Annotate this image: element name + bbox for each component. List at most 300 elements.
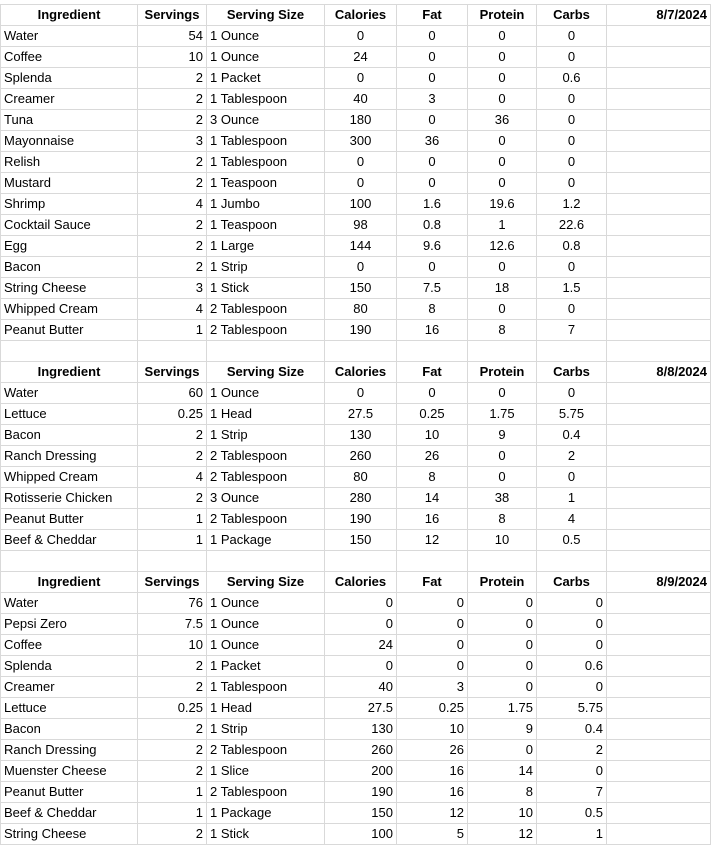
servings-cell[interactable]: 1 — [138, 530, 207, 551]
ingredient-cell[interactable]: Rotisserie Chicken — [1, 488, 138, 509]
servings-cell[interactable]: 4 — [138, 194, 207, 215]
ingredient-cell[interactable]: Pepsi Zero — [1, 614, 138, 635]
serving-size-cell[interactable]: 1 Ounce — [207, 593, 325, 614]
servings-cell[interactable]: 2 — [138, 425, 207, 446]
column-header[interactable]: Carbs — [537, 5, 607, 26]
carbs-cell[interactable]: 0 — [537, 257, 607, 278]
fat-cell[interactable]: 14 — [397, 488, 468, 509]
carbs-cell[interactable]: 0 — [537, 47, 607, 68]
empty-cell[interactable] — [607, 320, 711, 341]
carbs-cell[interactable]: 0 — [537, 614, 607, 635]
serving-size-cell[interactable]: 1 Strip — [207, 719, 325, 740]
empty-cell[interactable] — [607, 110, 711, 131]
carbs-cell[interactable]: 0.5 — [537, 803, 607, 824]
servings-cell[interactable]: 2 — [138, 677, 207, 698]
protein-cell[interactable]: 38 — [468, 488, 537, 509]
calories-cell[interactable]: 80 — [325, 467, 397, 488]
serving-size-cell[interactable]: 1 Strip — [207, 257, 325, 278]
empty-cell[interactable] — [207, 341, 325, 362]
servings-cell[interactable]: 0.25 — [138, 698, 207, 719]
ingredient-cell[interactable]: Whipped Cream — [1, 299, 138, 320]
carbs-cell[interactable]: 0 — [537, 26, 607, 47]
carbs-cell[interactable]: 0 — [537, 299, 607, 320]
calories-cell[interactable]: 0 — [325, 257, 397, 278]
serving-size-cell[interactable]: 3 Ounce — [207, 110, 325, 131]
protein-cell[interactable]: 0 — [468, 467, 537, 488]
servings-cell[interactable]: 2 — [138, 215, 207, 236]
serving-size-cell[interactable]: 2 Tablespoon — [207, 467, 325, 488]
calories-cell[interactable]: 0 — [325, 173, 397, 194]
carbs-cell[interactable]: 0 — [537, 131, 607, 152]
protein-cell[interactable]: 0 — [468, 740, 537, 761]
serving-size-cell[interactable]: 2 Tablespoon — [207, 320, 325, 341]
fat-cell[interactable]: 26 — [397, 446, 468, 467]
carbs-cell[interactable]: 1.2 — [537, 194, 607, 215]
protein-cell[interactable]: 0 — [468, 89, 537, 110]
serving-size-cell[interactable]: 1 Tablespoon — [207, 677, 325, 698]
empty-cell[interactable] — [607, 824, 711, 845]
serving-size-cell[interactable]: 1 Tablespoon — [207, 89, 325, 110]
protein-cell[interactable]: 8 — [468, 782, 537, 803]
fat-cell[interactable]: 0 — [397, 614, 468, 635]
fat-cell[interactable]: 0 — [397, 593, 468, 614]
empty-cell[interactable] — [607, 26, 711, 47]
protein-cell[interactable]: 18 — [468, 278, 537, 299]
empty-cell[interactable] — [607, 614, 711, 635]
ingredient-cell[interactable]: Splenda — [1, 656, 138, 677]
empty-cell[interactable] — [607, 383, 711, 404]
calories-cell[interactable]: 144 — [325, 236, 397, 257]
protein-cell[interactable]: 1 — [468, 215, 537, 236]
ingredient-cell[interactable]: Shrimp — [1, 194, 138, 215]
ingredient-cell[interactable]: Splenda — [1, 68, 138, 89]
protein-cell[interactable]: 9 — [468, 425, 537, 446]
carbs-cell[interactable]: 22.6 — [537, 215, 607, 236]
serving-size-cell[interactable]: 2 Tablespoon — [207, 740, 325, 761]
calories-cell[interactable]: 260 — [325, 446, 397, 467]
ingredient-cell[interactable]: Coffee — [1, 47, 138, 68]
fat-cell[interactable]: 3 — [397, 89, 468, 110]
carbs-cell[interactable]: 0.6 — [537, 68, 607, 89]
calories-cell[interactable]: 190 — [325, 320, 397, 341]
carbs-cell[interactable]: 0 — [537, 110, 607, 131]
fat-cell[interactable]: 0 — [397, 152, 468, 173]
calories-cell[interactable]: 200 — [325, 761, 397, 782]
column-header[interactable]: Ingredient — [1, 572, 138, 593]
servings-cell[interactable]: 2 — [138, 68, 207, 89]
calories-cell[interactable]: 27.5 — [325, 698, 397, 719]
serving-size-cell[interactable]: 1 Package — [207, 530, 325, 551]
empty-cell[interactable] — [397, 551, 468, 572]
protein-cell[interactable]: 10 — [468, 803, 537, 824]
servings-cell[interactable]: 2 — [138, 824, 207, 845]
column-header[interactable]: Serving Size — [207, 362, 325, 383]
ingredient-cell[interactable]: Lettuce — [1, 698, 138, 719]
serving-size-cell[interactable]: 1 Tablespoon — [207, 152, 325, 173]
serving-size-cell[interactable]: 1 Strip — [207, 425, 325, 446]
empty-cell[interactable] — [1, 551, 138, 572]
ingredient-cell[interactable]: Peanut Butter — [1, 320, 138, 341]
calories-cell[interactable]: 150 — [325, 530, 397, 551]
serving-size-cell[interactable]: 1 Teaspoon — [207, 173, 325, 194]
protein-cell[interactable]: 36 — [468, 110, 537, 131]
empty-cell[interactable] — [607, 488, 711, 509]
serving-size-cell[interactable]: 2 Tablespoon — [207, 446, 325, 467]
fat-cell[interactable]: 16 — [397, 509, 468, 530]
servings-cell[interactable]: 2 — [138, 173, 207, 194]
calories-cell[interactable]: 130 — [325, 719, 397, 740]
empty-cell[interactable] — [607, 257, 711, 278]
fat-cell[interactable]: 3 — [397, 677, 468, 698]
calories-cell[interactable]: 0 — [325, 656, 397, 677]
calories-cell[interactable]: 150 — [325, 803, 397, 824]
empty-cell[interactable] — [607, 446, 711, 467]
protein-cell[interactable]: 0 — [468, 47, 537, 68]
calories-cell[interactable]: 27.5 — [325, 404, 397, 425]
ingredient-cell[interactable]: Egg — [1, 236, 138, 257]
fat-cell[interactable]: 10 — [397, 719, 468, 740]
column-header[interactable]: Ingredient — [1, 362, 138, 383]
empty-cell[interactable] — [607, 509, 711, 530]
empty-cell[interactable] — [138, 341, 207, 362]
servings-cell[interactable]: 2 — [138, 740, 207, 761]
empty-cell[interactable] — [607, 677, 711, 698]
fat-cell[interactable]: 16 — [397, 782, 468, 803]
empty-cell[interactable] — [607, 194, 711, 215]
protein-cell[interactable]: 0 — [468, 257, 537, 278]
fat-cell[interactable]: 12 — [397, 530, 468, 551]
fat-cell[interactable]: 0 — [397, 47, 468, 68]
serving-size-cell[interactable]: 1 Large — [207, 236, 325, 257]
protein-cell[interactable]: 0 — [468, 656, 537, 677]
carbs-cell[interactable]: 1 — [537, 824, 607, 845]
empty-cell[interactable] — [607, 803, 711, 824]
ingredient-cell[interactable]: Water — [1, 383, 138, 404]
column-header[interactable]: Fat — [397, 5, 468, 26]
fat-cell[interactable]: 0 — [397, 68, 468, 89]
servings-cell[interactable]: 2 — [138, 152, 207, 173]
empty-cell[interactable] — [607, 131, 711, 152]
protein-cell[interactable]: 8 — [468, 320, 537, 341]
empty-cell[interactable] — [537, 341, 607, 362]
column-header[interactable]: Fat — [397, 362, 468, 383]
ingredient-cell[interactable]: Ranch Dressing — [1, 740, 138, 761]
calories-cell[interactable]: 300 — [325, 131, 397, 152]
calories-cell[interactable]: 100 — [325, 824, 397, 845]
carbs-cell[interactable]: 4 — [537, 509, 607, 530]
servings-cell[interactable]: 60 — [138, 383, 207, 404]
column-header[interactable]: Protein — [468, 572, 537, 593]
protein-cell[interactable]: 1.75 — [468, 404, 537, 425]
serving-size-cell[interactable]: 1 Packet — [207, 68, 325, 89]
empty-cell[interactable] — [607, 215, 711, 236]
fat-cell[interactable]: 0.25 — [397, 404, 468, 425]
servings-cell[interactable]: 7.5 — [138, 614, 207, 635]
ingredient-cell[interactable]: Lettuce — [1, 404, 138, 425]
calories-cell[interactable]: 150 — [325, 278, 397, 299]
serving-size-cell[interactable]: 1 Package — [207, 803, 325, 824]
protein-cell[interactable]: 0 — [468, 152, 537, 173]
empty-cell[interactable] — [607, 47, 711, 68]
serving-size-cell[interactable]: 1 Ounce — [207, 635, 325, 656]
column-header[interactable]: Carbs — [537, 362, 607, 383]
ingredient-cell[interactable]: Peanut Butter — [1, 782, 138, 803]
servings-cell[interactable]: 10 — [138, 635, 207, 656]
empty-cell[interactable] — [607, 173, 711, 194]
fat-cell[interactable]: 26 — [397, 740, 468, 761]
ingredient-cell[interactable]: Bacon — [1, 719, 138, 740]
column-header[interactable]: Fat — [397, 572, 468, 593]
servings-cell[interactable]: 1 — [138, 782, 207, 803]
carbs-cell[interactable]: 0 — [537, 467, 607, 488]
empty-cell[interactable] — [607, 278, 711, 299]
fat-cell[interactable]: 10 — [397, 425, 468, 446]
ingredient-cell[interactable]: Creamer — [1, 89, 138, 110]
calories-cell[interactable]: 24 — [325, 635, 397, 656]
date-cell[interactable]: 8/8/2024 — [607, 362, 711, 383]
empty-cell[interactable] — [607, 782, 711, 803]
ingredient-cell[interactable]: Water — [1, 593, 138, 614]
servings-cell[interactable]: 2 — [138, 488, 207, 509]
servings-cell[interactable]: 1 — [138, 803, 207, 824]
protein-cell[interactable]: 12 — [468, 824, 537, 845]
servings-cell[interactable]: 3 — [138, 131, 207, 152]
protein-cell[interactable]: 12.6 — [468, 236, 537, 257]
carbs-cell[interactable]: 0.5 — [537, 530, 607, 551]
column-header[interactable]: Serving Size — [207, 572, 325, 593]
carbs-cell[interactable]: 0.6 — [537, 656, 607, 677]
serving-size-cell[interactable]: 1 Ounce — [207, 383, 325, 404]
protein-cell[interactable]: 0 — [468, 173, 537, 194]
empty-cell[interactable] — [607, 68, 711, 89]
ingredient-cell[interactable]: Beef & Cheddar — [1, 530, 138, 551]
calories-cell[interactable]: 24 — [325, 47, 397, 68]
carbs-cell[interactable]: 0 — [537, 383, 607, 404]
carbs-cell[interactable]: 0.4 — [537, 425, 607, 446]
date-cell[interactable]: 8/9/2024 — [607, 572, 711, 593]
protein-cell[interactable]: 8 — [468, 509, 537, 530]
carbs-cell[interactable]: 0 — [537, 593, 607, 614]
empty-cell[interactable] — [607, 89, 711, 110]
carbs-cell[interactable]: 0.8 — [537, 236, 607, 257]
calories-cell[interactable]: 260 — [325, 740, 397, 761]
fat-cell[interactable]: 1.6 — [397, 194, 468, 215]
serving-size-cell[interactable]: 1 Tablespoon — [207, 131, 325, 152]
empty-cell[interactable] — [607, 719, 711, 740]
fat-cell[interactable]: 8 — [397, 299, 468, 320]
column-header[interactable]: Servings — [138, 5, 207, 26]
ingredient-cell[interactable]: Relish — [1, 152, 138, 173]
fat-cell[interactable]: 0 — [397, 110, 468, 131]
empty-cell[interactable] — [537, 551, 607, 572]
empty-cell[interactable] — [607, 656, 711, 677]
fat-cell[interactable]: 0.25 — [397, 698, 468, 719]
servings-cell[interactable]: 1 — [138, 509, 207, 530]
empty-cell[interactable] — [138, 551, 207, 572]
protein-cell[interactable]: 10 — [468, 530, 537, 551]
carbs-cell[interactable]: 7 — [537, 320, 607, 341]
fat-cell[interactable]: 36 — [397, 131, 468, 152]
servings-cell[interactable]: 2 — [138, 236, 207, 257]
ingredient-cell[interactable]: Creamer — [1, 677, 138, 698]
calories-cell[interactable]: 40 — [325, 677, 397, 698]
empty-cell[interactable] — [607, 761, 711, 782]
servings-cell[interactable]: 76 — [138, 593, 207, 614]
empty-cell[interactable] — [607, 551, 711, 572]
ingredient-cell[interactable]: Cocktail Sauce — [1, 215, 138, 236]
ingredient-cell[interactable]: Coffee — [1, 635, 138, 656]
empty-cell[interactable] — [607, 467, 711, 488]
serving-size-cell[interactable]: 2 Tablespoon — [207, 299, 325, 320]
serving-size-cell[interactable]: 3 Ounce — [207, 488, 325, 509]
protein-cell[interactable]: 0 — [468, 614, 537, 635]
empty-cell[interactable] — [468, 341, 537, 362]
servings-cell[interactable]: 2 — [138, 656, 207, 677]
fat-cell[interactable]: 5 — [397, 824, 468, 845]
ingredient-cell[interactable]: Water — [1, 26, 138, 47]
empty-cell[interactable] — [607, 404, 711, 425]
calories-cell[interactable]: 98 — [325, 215, 397, 236]
carbs-cell[interactable]: 2 — [537, 740, 607, 761]
servings-cell[interactable]: 54 — [138, 26, 207, 47]
column-header[interactable]: Calories — [325, 5, 397, 26]
ingredient-cell[interactable]: Ranch Dressing — [1, 446, 138, 467]
empty-cell[interactable] — [607, 530, 711, 551]
serving-size-cell[interactable]: 1 Packet — [207, 656, 325, 677]
protein-cell[interactable]: 0 — [468, 68, 537, 89]
servings-cell[interactable]: 2 — [138, 719, 207, 740]
calories-cell[interactable]: 280 — [325, 488, 397, 509]
carbs-cell[interactable]: 1 — [537, 488, 607, 509]
calories-cell[interactable]: 0 — [325, 152, 397, 173]
carbs-cell[interactable]: 0 — [537, 152, 607, 173]
serving-size-cell[interactable]: 1 Stick — [207, 824, 325, 845]
fat-cell[interactable]: 0 — [397, 656, 468, 677]
serving-size-cell[interactable]: 2 Tablespoon — [207, 509, 325, 530]
serving-size-cell[interactable]: 1 Teaspoon — [207, 215, 325, 236]
fat-cell[interactable]: 0 — [397, 26, 468, 47]
empty-cell[interactable] — [607, 593, 711, 614]
empty-cell[interactable] — [397, 341, 468, 362]
empty-cell[interactable] — [607, 425, 711, 446]
fat-cell[interactable]: 12 — [397, 803, 468, 824]
servings-cell[interactable]: 4 — [138, 299, 207, 320]
calories-cell[interactable]: 190 — [325, 509, 397, 530]
servings-cell[interactable]: 2 — [138, 110, 207, 131]
ingredient-cell[interactable]: Muenster Cheese — [1, 761, 138, 782]
fat-cell[interactable]: 9.6 — [397, 236, 468, 257]
calories-cell[interactable]: 130 — [325, 425, 397, 446]
ingredient-cell[interactable]: Mayonnaise — [1, 131, 138, 152]
serving-size-cell[interactable]: 1 Slice — [207, 761, 325, 782]
carbs-cell[interactable]: 5.75 — [537, 698, 607, 719]
servings-cell[interactable]: 1 — [138, 320, 207, 341]
column-header[interactable]: Ingredient — [1, 5, 138, 26]
column-header[interactable]: Protein — [468, 362, 537, 383]
servings-cell[interactable]: 2 — [138, 761, 207, 782]
column-header[interactable]: Serving Size — [207, 5, 325, 26]
protein-cell[interactable]: 0 — [468, 26, 537, 47]
column-header[interactable]: Servings — [138, 362, 207, 383]
carbs-cell[interactable]: 7 — [537, 782, 607, 803]
ingredient-cell[interactable]: Bacon — [1, 425, 138, 446]
serving-size-cell[interactable]: 1 Ounce — [207, 614, 325, 635]
fat-cell[interactable]: 16 — [397, 761, 468, 782]
protein-cell[interactable]: 0 — [468, 383, 537, 404]
protein-cell[interactable]: 1.75 — [468, 698, 537, 719]
serving-size-cell[interactable]: 1 Head — [207, 698, 325, 719]
ingredient-cell[interactable]: String Cheese — [1, 278, 138, 299]
ingredient-cell[interactable]: Peanut Butter — [1, 509, 138, 530]
empty-cell[interactable] — [607, 152, 711, 173]
protein-cell[interactable]: 0 — [468, 677, 537, 698]
fat-cell[interactable]: 0 — [397, 257, 468, 278]
calories-cell[interactable]: 40 — [325, 89, 397, 110]
fat-cell[interactable]: 0 — [397, 173, 468, 194]
date-cell[interactable]: 8/7/2024 — [607, 5, 711, 26]
servings-cell[interactable]: 2 — [138, 89, 207, 110]
ingredient-cell[interactable]: Whipped Cream — [1, 467, 138, 488]
protein-cell[interactable]: 9 — [468, 719, 537, 740]
calories-cell[interactable]: 0 — [325, 614, 397, 635]
serving-size-cell[interactable]: 2 Tablespoon — [207, 782, 325, 803]
protein-cell[interactable]: 0 — [468, 635, 537, 656]
calories-cell[interactable]: 0 — [325, 26, 397, 47]
carbs-cell[interactable]: 0 — [537, 89, 607, 110]
column-header[interactable]: Calories — [325, 572, 397, 593]
calories-cell[interactable]: 100 — [325, 194, 397, 215]
calories-cell[interactable]: 0 — [325, 383, 397, 404]
servings-cell[interactable]: 10 — [138, 47, 207, 68]
fat-cell[interactable]: 7.5 — [397, 278, 468, 299]
empty-cell[interactable] — [207, 551, 325, 572]
servings-cell[interactable]: 2 — [138, 446, 207, 467]
empty-cell[interactable] — [1, 341, 138, 362]
calories-cell[interactable]: 80 — [325, 299, 397, 320]
ingredient-cell[interactable]: Beef & Cheddar — [1, 803, 138, 824]
calories-cell[interactable]: 180 — [325, 110, 397, 131]
calories-cell[interactable]: 190 — [325, 782, 397, 803]
column-header[interactable]: Protein — [468, 5, 537, 26]
ingredient-cell[interactable]: Mustard — [1, 173, 138, 194]
empty-cell[interactable] — [468, 551, 537, 572]
empty-cell[interactable] — [607, 299, 711, 320]
servings-cell[interactable]: 4 — [138, 467, 207, 488]
servings-cell[interactable]: 0.25 — [138, 404, 207, 425]
fat-cell[interactable]: 8 — [397, 467, 468, 488]
serving-size-cell[interactable]: 1 Jumbo — [207, 194, 325, 215]
empty-cell[interactable] — [607, 236, 711, 257]
serving-size-cell[interactable]: 1 Head — [207, 404, 325, 425]
protein-cell[interactable]: 0 — [468, 593, 537, 614]
carbs-cell[interactable]: 0 — [537, 761, 607, 782]
ingredient-cell[interactable]: Tuna — [1, 110, 138, 131]
empty-cell[interactable] — [607, 740, 711, 761]
serving-size-cell[interactable]: 1 Stick — [207, 278, 325, 299]
servings-cell[interactable]: 3 — [138, 278, 207, 299]
serving-size-cell[interactable]: 1 Ounce — [207, 47, 325, 68]
carbs-cell[interactable]: 0 — [537, 635, 607, 656]
protein-cell[interactable]: 0 — [468, 299, 537, 320]
carbs-cell[interactable]: 2 — [537, 446, 607, 467]
fat-cell[interactable]: 16 — [397, 320, 468, 341]
carbs-cell[interactable]: 0.4 — [537, 719, 607, 740]
protein-cell[interactable]: 19.6 — [468, 194, 537, 215]
calories-cell[interactable]: 0 — [325, 68, 397, 89]
fat-cell[interactable]: 0 — [397, 635, 468, 656]
empty-cell[interactable] — [607, 635, 711, 656]
carbs-cell[interactable]: 0 — [537, 677, 607, 698]
